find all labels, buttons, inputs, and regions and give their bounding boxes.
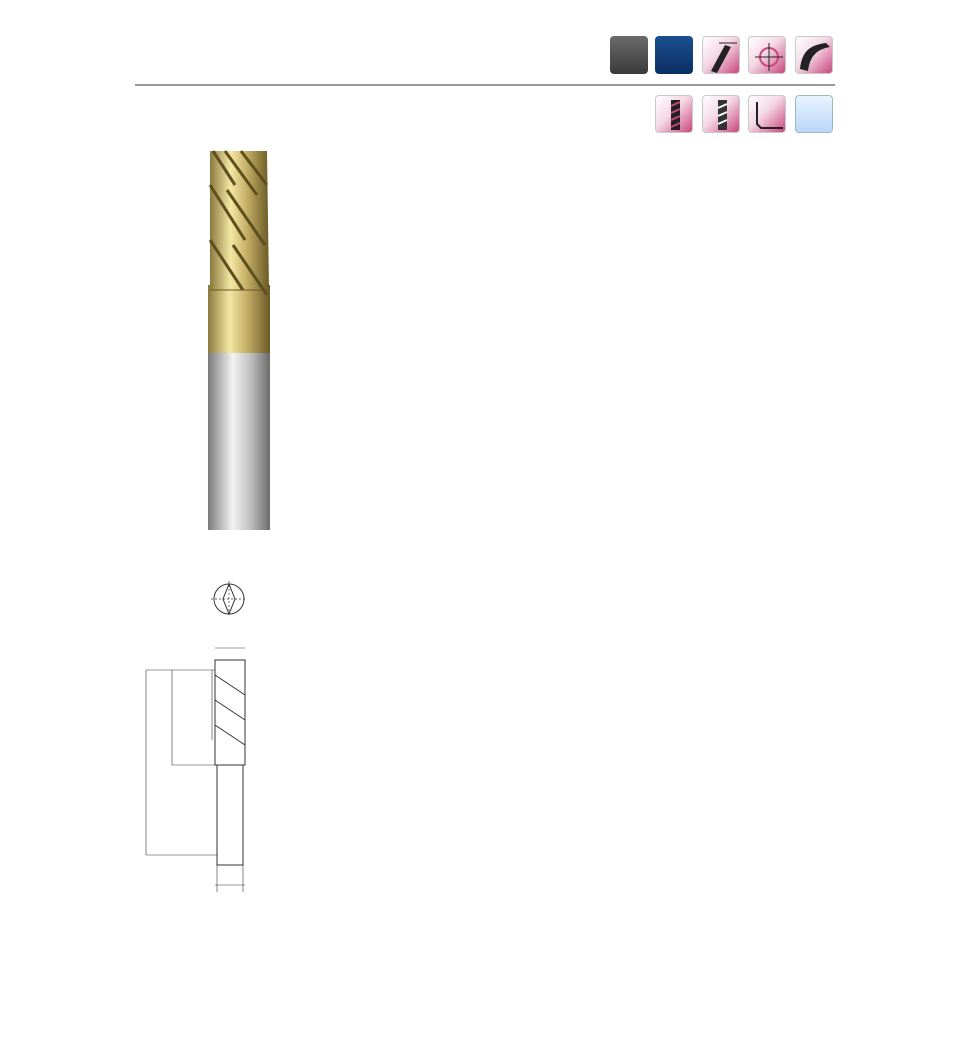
end-mill-image [205, 145, 275, 535]
four-flute-dark-icon [655, 95, 693, 133]
helix-angle-icon [702, 36, 740, 74]
corner-ab-icon [748, 36, 786, 74]
roughing-indicator [684, 160, 748, 210]
cross-section-diagram [205, 575, 265, 620]
dimension-drawing [140, 630, 260, 900]
four-flute-light-icon [702, 95, 740, 133]
profile-curve-icon [795, 36, 833, 74]
zrn-coating-badge [795, 95, 833, 133]
chamfer-45-icon [748, 95, 786, 133]
finishing-indicator [770, 160, 834, 210]
speed-400-plus-badge [610, 36, 648, 74]
hrc-45-badge [655, 36, 693, 74]
title-divider [135, 84, 835, 86]
